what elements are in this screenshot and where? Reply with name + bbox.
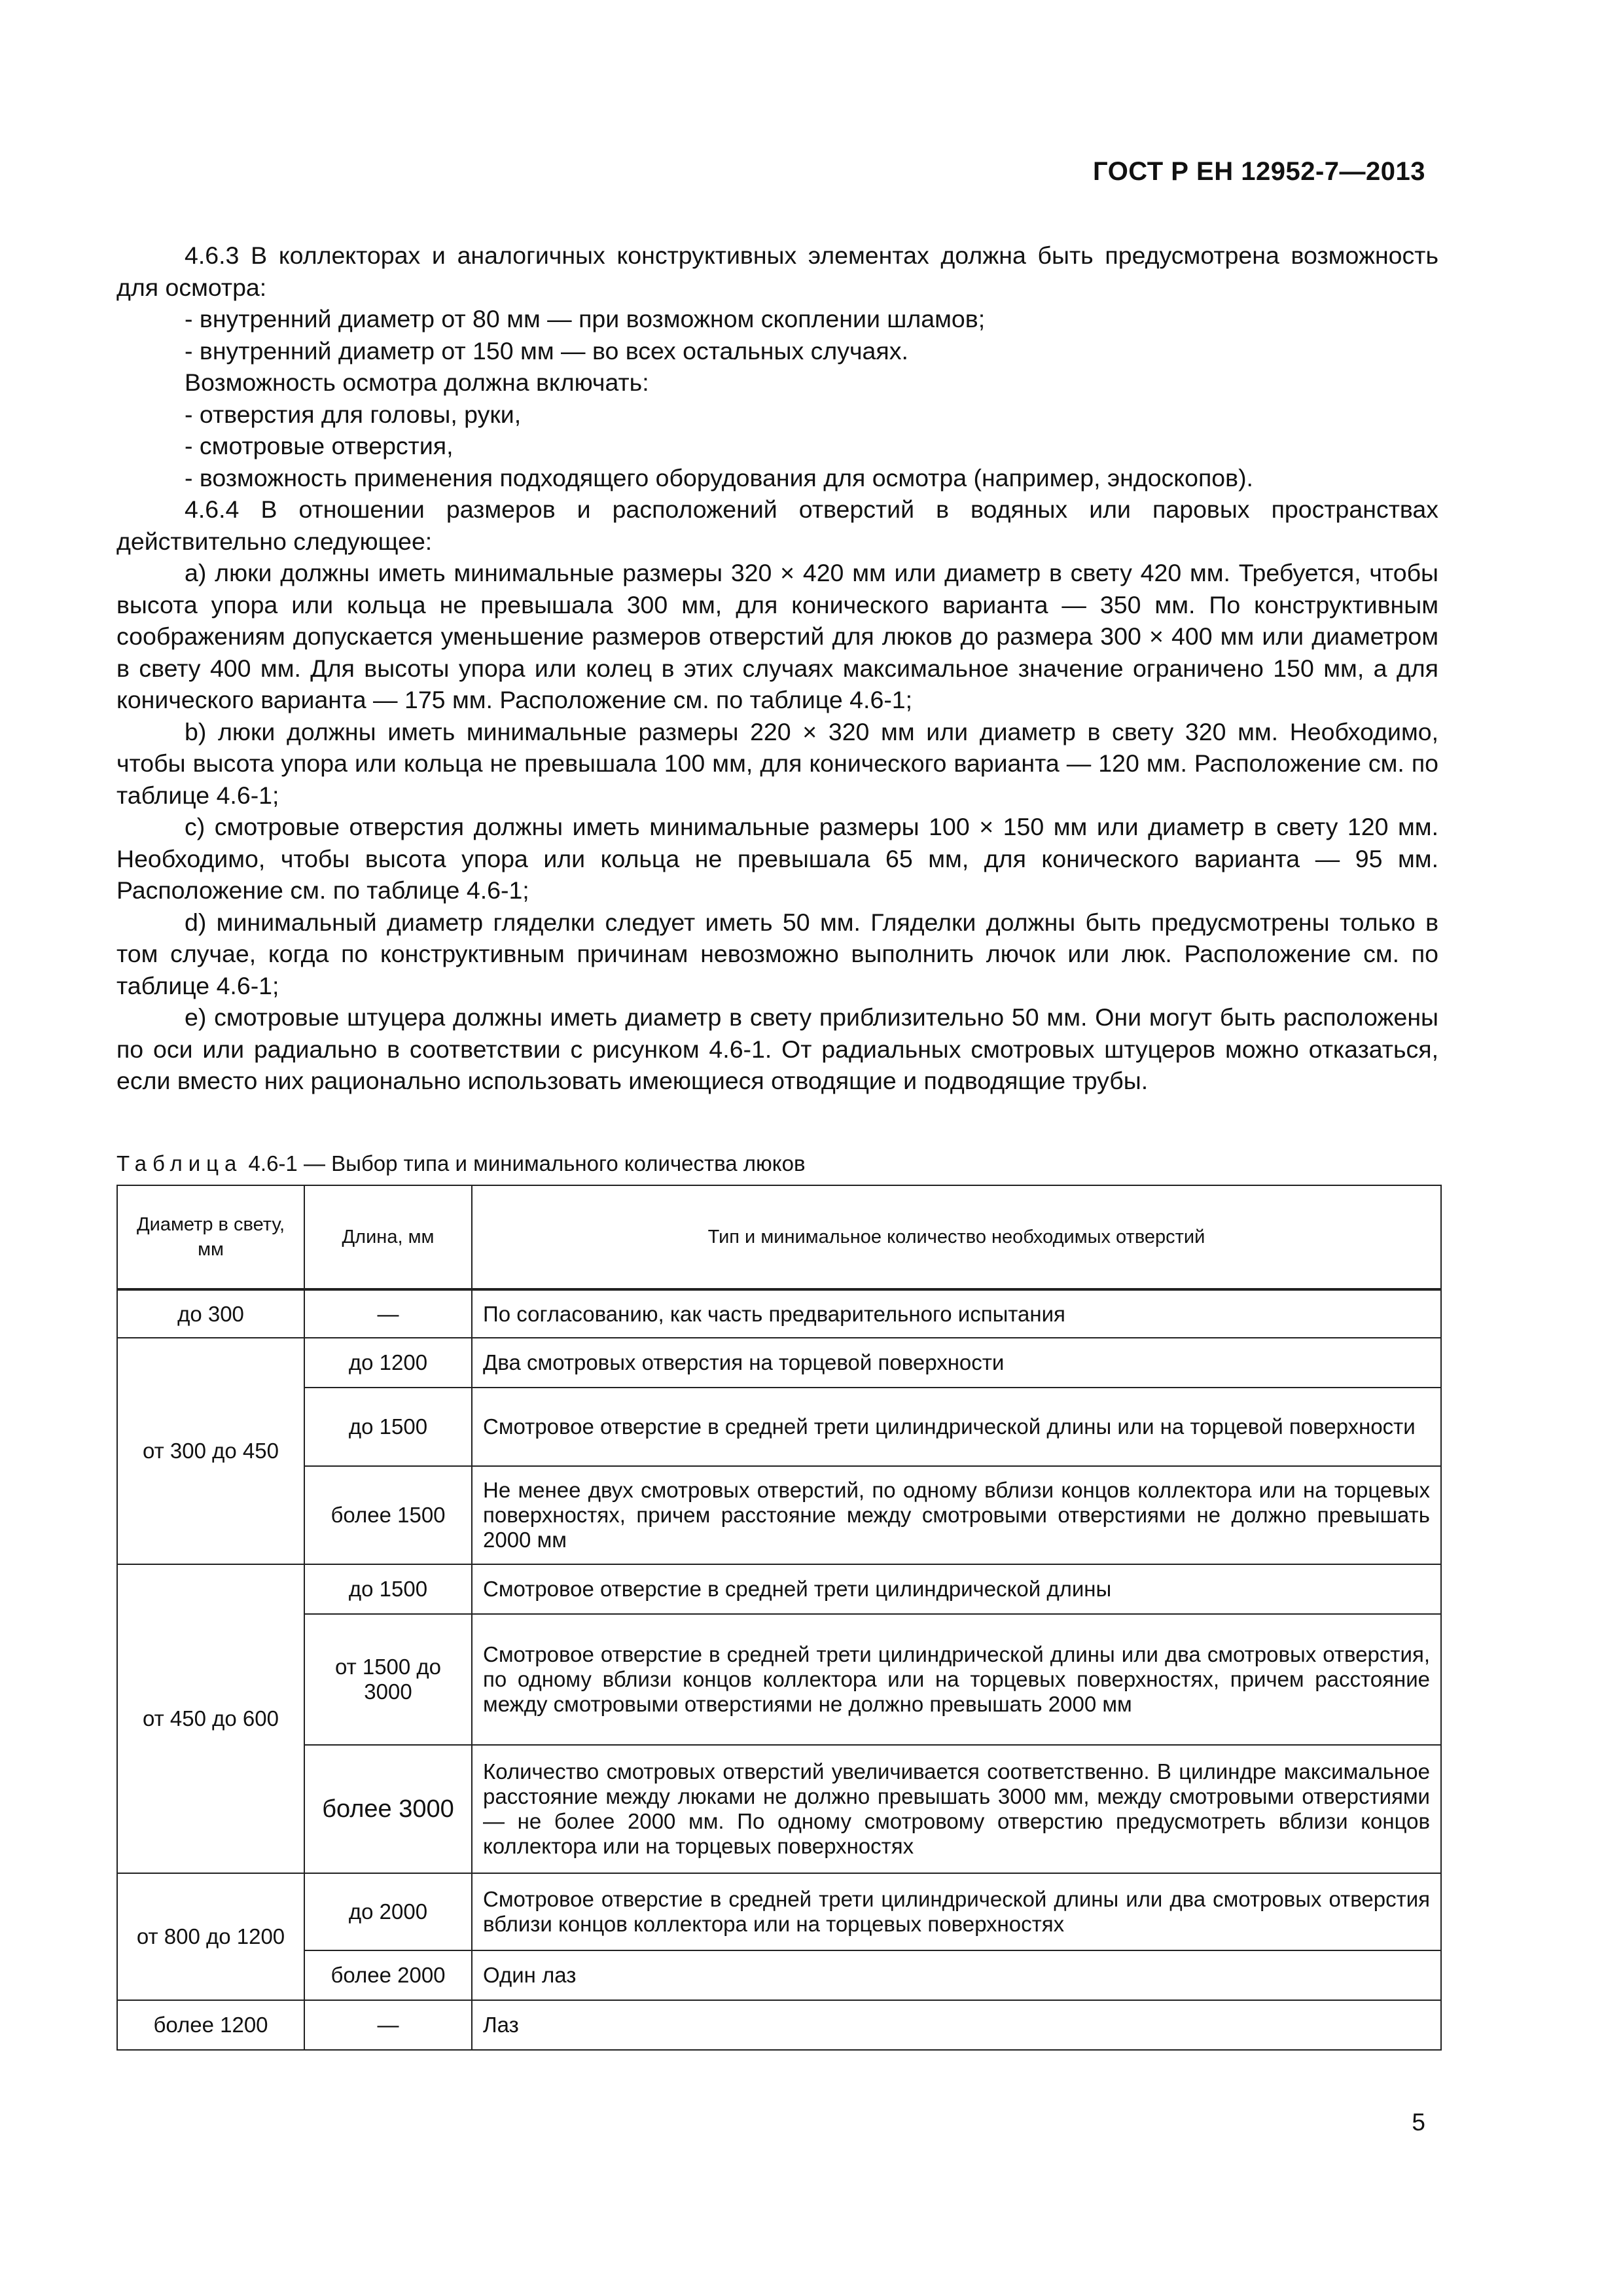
cell-length: до 1200	[304, 1338, 472, 1388]
column-header-diameter: Диаметр в свету, мм	[117, 1185, 304, 1289]
paragraph: c) смотровые отверстия должны иметь минимальные размеры 100 × 150 мм или диаметр в свету 120 мм. Необходимо, чтобы высота упора или кольца не превышала 65 мм, для конического варианта — 95 мм. Расположение см. по таблице 4.6-1;	[116, 813, 1438, 904]
cell-length: более 3000	[304, 1745, 472, 1873]
list-item: - смотровые отверстия,	[185, 432, 454, 459]
body-text	[116, 240, 1438, 1097]
table-row	[117, 1564, 1441, 1614]
table-row	[117, 1950, 1441, 2000]
cell-length: —	[304, 1289, 472, 1338]
table-caption-word: Таблица	[116, 1151, 243, 1175]
table-row	[117, 1338, 1441, 1388]
table-row	[117, 1873, 1441, 1950]
paragraph: Возможность осмотра должна включать:	[185, 368, 649, 396]
table-row	[117, 1745, 1441, 1873]
doc-header: ГОСТ Р ЕН 12952-7—2013	[1093, 157, 1425, 186]
paragraph: d) минимальный диаметр гляделки следует иметь 50 мм. Гляделки должны быть предусмотрены только в том случае, когда по конструктивным причинам невозможно выполнить лючок или люк. Расположение см. по таблице 4.6-1;	[116, 908, 1438, 999]
cell-length: —	[304, 2000, 472, 2050]
column-header-type: Тип и минимальное количество необходимых отверстий	[472, 1185, 1441, 1289]
list-item: - внутренний диаметр от 150 мм — во всех остальных случаях.	[185, 336, 908, 365]
table-row	[117, 2000, 1441, 2050]
cell-diameter: от 300 до 450	[117, 1338, 304, 1564]
cell-type: Два смотровых отверстия на торцевой поверхности	[472, 1338, 1441, 1388]
cell-length: более 1500	[304, 1466, 472, 1564]
table-row	[117, 1466, 1441, 1564]
paragraph: a) люки должны иметь минимальные размеры 320 × 420 мм или диаметр в свету 420 мм. Требуется, чтобы высота упора или кольца не превышала 300 мм, для конического варианта — 350 мм. По конструктивным соображениям допускается уменьшение размеров отверстий для люков до размера 300 × 400 мм или диаметром в свету 400 мм. Для высоты упора или колец в этих случаях максимальное значение ограничено 150 мм, а для конического варианта — 175 мм. Расположение см. по таблице 4.6-1;	[116, 559, 1438, 713]
hatch-selection-table	[116, 1185, 1442, 2051]
paragraph: 4.6.3 В коллекторах и аналогичных конструктивных элементах должна быть предусмотрена возможность для осмотра:	[116, 242, 1438, 301]
table-caption	[116, 1151, 806, 1177]
cell-length: до 1500	[304, 1564, 472, 1614]
cell-type: Количество смотровых отверстий увеличивается соответственно. В цилиндре максимальное расстояние между люками не должно превышать 3000 мм, между смотровыми отверстиями — не более 2000 мм. По одному смотровому отверстию предусмотреть вблизи концов коллектора или на торцевых поверхностях	[472, 1745, 1441, 1873]
table-caption-text: 4.6-1 — Выбор типа и минимального количества люков	[242, 1151, 806, 1175]
cell-type: Лаз	[472, 2000, 1441, 2050]
cell-diameter: от 800 до 1200	[117, 1873, 304, 2000]
cell-length: до 2000	[304, 1873, 472, 1950]
table-header-row	[117, 1185, 1441, 1289]
cell-diameter: от 450 до 600	[117, 1564, 304, 1873]
table-row	[117, 1388, 1441, 1466]
cell-type: Смотровое отверстие в средней трети цилиндрической длины или два смотровых отверстия вблизи концов коллектора или на торцевых поверхностях	[472, 1873, 1441, 1950]
cell-length: от 1500 до 3000	[304, 1614, 472, 1745]
table-row	[117, 1614, 1441, 1745]
cell-type: По согласованию, как часть предварительного испытания	[472, 1289, 1441, 1338]
column-header-length: Длина, мм	[304, 1185, 472, 1289]
cell-type: Смотровое отверстие в средней трети цилиндрической длины или два смотровых отверстия, по одному вблизи концов коллектора или на торцевых поверхностях, причем расстояние между смотровыми отверстиями не должно превышать 2000 мм	[472, 1614, 1441, 1745]
cell-length: до 1500	[304, 1388, 472, 1466]
page-number: 5	[1412, 2109, 1425, 2136]
cell-length: более 2000	[304, 1950, 472, 2000]
table-row	[117, 1289, 1441, 1338]
list-item: - внутренний диаметр от 80 мм — при возможном скоплении шламов;	[185, 305, 986, 332]
paragraph: e) смотровые штуцера должны иметь диаметр в свету приблизительно 50 мм. Они могут быть расположены по оси или радиально в соответствии с рисунком 4.6-1. От радиальных смотровых штуцеров можно отказаться, если вместо них рационально использовать имеющиеся отводящие и подводящие трубы.	[116, 1003, 1438, 1094]
list-item: - отверстия для головы, руки,	[185, 400, 522, 428]
cell-type: Один лаз	[472, 1950, 1441, 2000]
cell-type: Смотровое отверстие в средней трети цилиндрической длины или на торцевой поверхности	[472, 1388, 1441, 1466]
list-item: - возможность применения подходящего оборудования для осмотра (например, эндоскопов).	[185, 463, 1253, 492]
cell-diameter: более 1200	[117, 2000, 304, 2050]
paragraph: b) люки должны иметь минимальные размеры 220 × 320 мм или диаметр в свету 320 мм. Необходимо, чтобы высота упора или кольца не превышала 100 мм, для конического варианта — 120 мм. Расположение см. по таблице 4.6-1;	[116, 717, 1438, 809]
cell-diameter: до 300	[117, 1289, 304, 1338]
cell-type: Не менее двух смотровых отверстий, по одному вблизи концов коллектора или на торцевых поверхностях, причем расстояние между смотровыми отверстиями не должно превышать 2000 мм	[472, 1466, 1441, 1564]
paragraph: 4.6.4 В отношении размеров и расположений отверстий в водяных или паровых пространствах действительно следующее:	[116, 495, 1438, 555]
cell-type: Смотровое отверстие в средней трети цилиндрической длины	[472, 1564, 1441, 1614]
